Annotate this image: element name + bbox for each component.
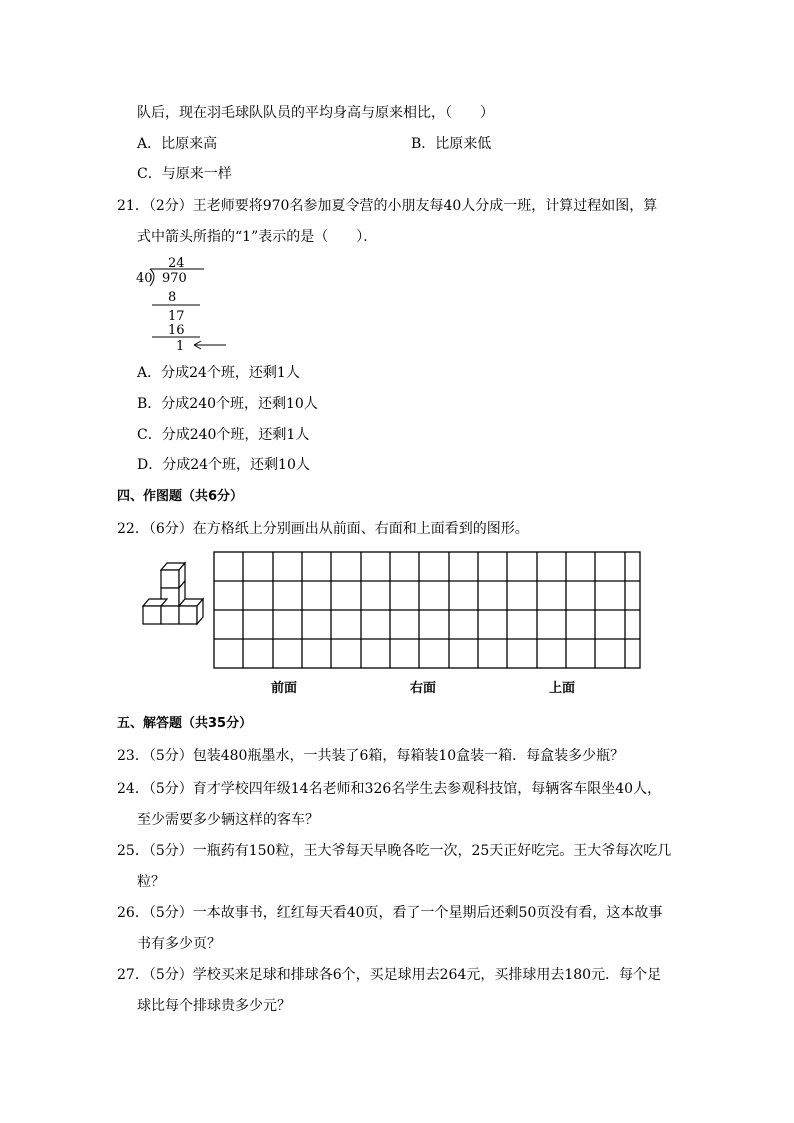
q21-option-c[interactable]: C．分成240个班，还剩1人 bbox=[137, 427, 310, 443]
divisor: 40 bbox=[136, 271, 153, 286]
final-remainder: 1 bbox=[176, 339, 185, 354]
q20-text-tail: 队后，现在羽毛球队队员的平均身高与原来相比，（ ） bbox=[137, 105, 494, 121]
q21-option-a[interactable]: A．分成24个班，还剩1人 bbox=[137, 365, 300, 381]
q20-option-c[interactable]: C．与原来一样 bbox=[137, 166, 232, 182]
dividend: 970 bbox=[162, 271, 187, 286]
q23-text: 23．（5分）包装480瓶墨水，一共装了6箱，每箱装10盒装一箱．每盒装多少瓶？ bbox=[117, 748, 625, 764]
q20-option-a[interactable]: A．比原来高 bbox=[137, 136, 218, 152]
step1-product: 8 bbox=[168, 290, 177, 305]
q25-text-line2: 粒？ bbox=[137, 874, 165, 890]
q27-text-line1: 27．（5分）学校买来足球和排球各6个，买足球用去264元，买排球用去180元．每个足 bbox=[117, 967, 662, 983]
grid-paper[interactable] bbox=[214, 552, 640, 668]
section-4-heading: 四、作图题（共6分） bbox=[117, 489, 244, 504]
q21-option-d[interactable]: D．分成24个班，还剩10人 bbox=[137, 457, 310, 473]
label-front: 前面 bbox=[271, 681, 298, 696]
q26-text-line1: 26．（5分）一本故事书，红红每天看40页，看了一个星期后还剩50页没有看，这本故事 bbox=[117, 905, 663, 921]
step2-remainder: 17 bbox=[168, 309, 185, 324]
q24-text-line1: 24．（5分）育才学校四年级14名老师和326名学生去参观科技馆，每辆客车限坐40人， bbox=[117, 781, 662, 797]
label-top: 上面 bbox=[549, 681, 576, 696]
quotient: 24 bbox=[168, 256, 185, 271]
q26-text-line2: 书有多少页？ bbox=[137, 936, 221, 952]
step3-product: 16 bbox=[168, 323, 185, 338]
q24-text-line2: 至少需要多少辆这样的客车？ bbox=[137, 812, 319, 828]
q25-text-line1: 25．（5分）一瓶药有150粒，王大爷每天早晚各吃一次，25天正好吃完。王大爷每次吃几 bbox=[117, 843, 672, 859]
section-5-heading: 五、解答题（共35分） bbox=[117, 716, 253, 731]
arrow-left-icon bbox=[194, 341, 226, 349]
q21-text-line1: 21．（2分）王老师要将970名参加夏令营的小朋友每40人分成一班，计算过程如图，算 bbox=[117, 198, 658, 214]
q22-text: 22．（6分）在方格纸上分别画出从前面、右面和上面看到的图形。 bbox=[117, 521, 529, 537]
q21-option-b[interactable]: B．分成240个班，还剩10人 bbox=[137, 396, 318, 412]
cube-stack-icon bbox=[143, 563, 203, 624]
long-division-figure bbox=[134, 253, 234, 358]
label-right: 右面 bbox=[410, 681, 437, 696]
long-division-svg bbox=[134, 253, 234, 358]
q27-text-line2: 球比每个排球贵多少元？ bbox=[137, 998, 291, 1014]
q22-figure bbox=[134, 550, 644, 700]
q22-figure-svg bbox=[134, 550, 644, 700]
q21-text-line2: 式中箭头所指的“1”表示的是（ ）． bbox=[137, 229, 378, 245]
q20-option-b[interactable]: B．比原来低 bbox=[411, 136, 492, 152]
